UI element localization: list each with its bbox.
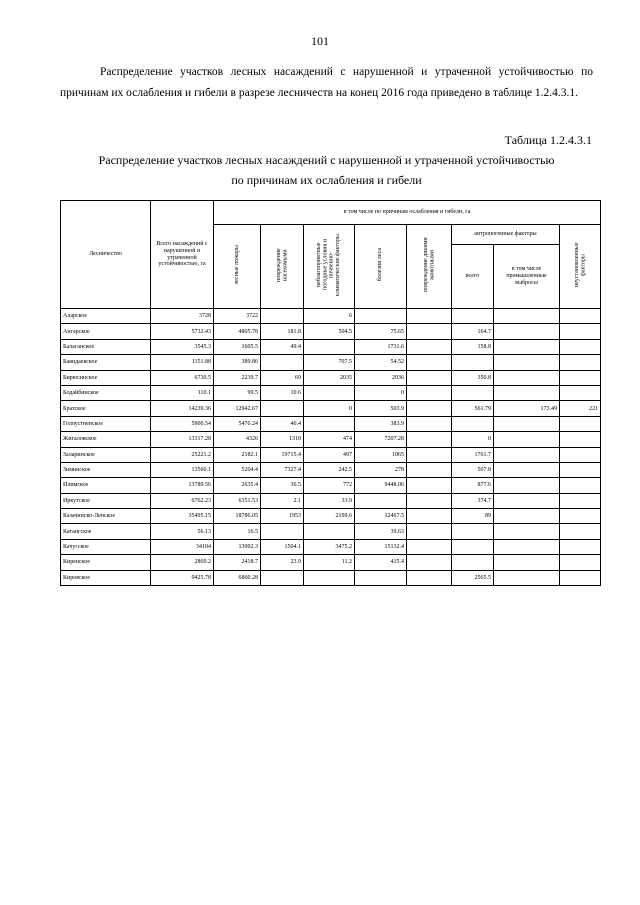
- cell-insects: 1504.1: [261, 539, 304, 554]
- cell-fires: 5470.24: [214, 416, 261, 431]
- cell-disease: 7207.28: [355, 432, 407, 447]
- table-number: Таблица 1.2.4.3.1: [504, 133, 592, 147]
- cell-total: 25221.2: [151, 447, 214, 462]
- table-row: [61, 462, 601, 477]
- cell-anthro-total: 374.7: [452, 493, 494, 508]
- cell-anthro-industrial: [494, 416, 560, 431]
- cell-weather: [304, 570, 355, 585]
- cell-name: Катангское: [61, 524, 151, 539]
- cell-unidentified: [560, 370, 601, 385]
- cell-animals: [407, 416, 452, 431]
- cell-unidentified: [560, 555, 601, 570]
- cell-name: Заларинское: [61, 447, 151, 462]
- cell-anthro-industrial: [494, 539, 560, 554]
- cell-anthro-industrial: [494, 462, 560, 477]
- cell-anthro-total: 0: [452, 432, 494, 447]
- cell-disease: 75.65: [355, 324, 407, 339]
- cell-anthro-total: [452, 355, 494, 370]
- cell-fires: 2635.4: [214, 478, 261, 493]
- cell-total: 35495.15: [151, 509, 214, 524]
- cell-anthro-total: 1761.7: [452, 447, 494, 462]
- cell-insects: 2.1: [261, 493, 304, 508]
- cell-animals: [407, 493, 452, 508]
- cell-total: 13789.56: [151, 478, 214, 493]
- cell-animals: [407, 478, 452, 493]
- cell-unidentified: [560, 324, 601, 339]
- cell-anthro-industrial: [494, 570, 560, 585]
- cell-insects: [261, 309, 304, 324]
- cell-weather: 474: [304, 432, 355, 447]
- cell-fires: 4326: [214, 432, 261, 447]
- cell-name: Иркутское: [61, 493, 151, 508]
- cell-animals: [407, 570, 452, 585]
- cell-disease: 1731.6: [355, 339, 407, 354]
- cell-fires: 1605.5: [214, 339, 261, 354]
- table-row: [61, 493, 601, 508]
- cell-weather: 504.5: [304, 324, 355, 339]
- table-row: [61, 555, 601, 570]
- cell-unidentified: [560, 355, 601, 370]
- header-insects: повреждение насекомыми: [275, 248, 288, 282]
- cell-insects: 19715.4: [261, 447, 304, 462]
- cell-weather: 707.5: [304, 355, 355, 370]
- cell-name: Аларское: [61, 309, 151, 324]
- cell-fires: 2418.7: [214, 555, 261, 570]
- header-fires-cell: [214, 225, 261, 309]
- cell-insects: [261, 401, 304, 416]
- cell-anthro-total: 158.8: [452, 339, 494, 354]
- cell-total: 3728: [151, 309, 214, 324]
- cell-unidentified: [560, 524, 601, 539]
- cell-fires: 16.5: [214, 524, 261, 539]
- cell-anthro-industrial: [494, 370, 560, 385]
- cell-total: 13560.1: [151, 462, 214, 477]
- cell-insects: 10.6: [261, 385, 304, 400]
- cell-animals: [407, 339, 452, 354]
- cell-weather: 33.9: [304, 493, 355, 508]
- cell-fires: 18786.05: [214, 509, 261, 524]
- cell-anthro-industrial: [494, 447, 560, 462]
- cell-total: 1151.88: [151, 355, 214, 370]
- cell-total: 34104: [151, 539, 214, 554]
- cell-name: Бирюсинское: [61, 370, 151, 385]
- cell-name: Баяндаевское: [61, 355, 151, 370]
- cell-fires: 2239.7: [214, 370, 261, 385]
- cell-unidentified: 221: [560, 401, 601, 416]
- cell-disease: [355, 493, 407, 508]
- cell-insects: [261, 355, 304, 370]
- cell-anthro-industrial: [494, 355, 560, 370]
- header-animals-cell: [407, 225, 452, 309]
- cell-name: Кировское: [61, 570, 151, 585]
- cell-unidentified: [560, 509, 601, 524]
- cell-animals: [407, 401, 452, 416]
- cell-insects: 46.4: [261, 416, 304, 431]
- table-row: [61, 355, 601, 370]
- cell-anthro-total: [452, 309, 494, 324]
- caption-line-2: по причинам их ослабления и гибели: [231, 173, 422, 187]
- cell-anthro-industrial: [494, 478, 560, 493]
- cell-animals: [407, 555, 452, 570]
- cell-weather: 0: [304, 401, 355, 416]
- cell-anthro-industrial: [494, 432, 560, 447]
- header-insects-cell: [261, 225, 304, 309]
- cell-disease: 12467.5: [355, 509, 407, 524]
- header-unidentified: неустановленные факторы: [573, 242, 587, 288]
- cell-insects: 181.8: [261, 324, 304, 339]
- cell-name: Голоустненское: [61, 416, 151, 431]
- cell-insects: [261, 570, 304, 585]
- header-anthro-industrial: в том числе промышленные выбросы: [494, 245, 560, 309]
- cell-animals: [407, 447, 452, 462]
- cell-name: Качугское: [61, 539, 151, 554]
- cell-anthro-total: [452, 539, 494, 554]
- cell-anthro-total: [452, 385, 494, 400]
- cell-disease: 383.9: [355, 416, 407, 431]
- cell-unidentified: [560, 493, 601, 508]
- cell-fires: 3722: [214, 309, 261, 324]
- cell-name: Бодайбинское: [61, 385, 151, 400]
- cell-weather: 6: [304, 309, 355, 324]
- cell-weather: 772: [304, 478, 355, 493]
- cell-total: 6730.5: [151, 370, 214, 385]
- cell-weather: 242.5: [304, 462, 355, 477]
- cell-anthro-total: [452, 555, 494, 570]
- header-fires: лесные пожары: [233, 245, 240, 285]
- table-row: [61, 447, 601, 462]
- cell-anthro-industrial: [494, 493, 560, 508]
- cell-insects: 69: [261, 370, 304, 385]
- cell-animals: [407, 370, 452, 385]
- cell-total: 6762.23: [151, 493, 214, 508]
- table-row: [61, 539, 601, 554]
- table-row: [61, 432, 601, 447]
- cell-disease: 503.9: [355, 401, 407, 416]
- cell-disease: 15132.4: [355, 539, 407, 554]
- cell-anthro-total: 877.6: [452, 478, 494, 493]
- cell-unidentified: [560, 385, 601, 400]
- cell-insects: 23.9: [261, 555, 304, 570]
- cell-anthro-total: 561.79: [452, 401, 494, 416]
- table-row: [61, 339, 601, 354]
- header-unidentified-cell: [560, 225, 601, 309]
- cell-disease: [355, 309, 407, 324]
- cell-animals: [407, 539, 452, 554]
- table-row: [61, 478, 601, 493]
- header-weather: неблагоприятные погодные условия и почвенно-климатические факторы: [316, 234, 342, 297]
- cell-name: Илимское: [61, 478, 151, 493]
- cell-total: 3545.3: [151, 339, 214, 354]
- cell-name: Казачинско-Ленское: [61, 509, 151, 524]
- table-body: [61, 309, 601, 586]
- cell-animals: [407, 324, 452, 339]
- header-disease: болезни леса: [377, 248, 384, 282]
- cell-name: Ангарское: [61, 324, 151, 339]
- table-row: [61, 385, 601, 400]
- forest-table: [60, 200, 601, 586]
- cell-anthro-industrial: [494, 509, 560, 524]
- cell-insects: 1953: [261, 509, 304, 524]
- cell-total: 9425.78: [151, 570, 214, 585]
- header-anthro: антропогенные факторы: [452, 225, 560, 245]
- table-row: [61, 509, 601, 524]
- cell-fires: 4805.78: [214, 324, 261, 339]
- cell-anthro-total: 350.8: [452, 370, 494, 385]
- cell-total: 13317.28: [151, 432, 214, 447]
- header-weather-cell: [304, 225, 355, 309]
- cell-anthro-total: 2565.5: [452, 570, 494, 585]
- cell-insects: 36.5: [261, 478, 304, 493]
- cell-weather: 2035: [304, 370, 355, 385]
- cell-weather: 2199.6: [304, 509, 355, 524]
- cell-anthro-industrial: [494, 524, 560, 539]
- cell-weather: [304, 385, 355, 400]
- cell-fires: 99.5: [214, 385, 261, 400]
- table-row: [61, 416, 601, 431]
- cell-disease: 39.63: [355, 524, 407, 539]
- header-anthro-total: всего: [452, 245, 494, 309]
- cell-anthro-industrial: [494, 339, 560, 354]
- cell-total: 5900.54: [151, 416, 214, 431]
- cell-anthro-total: [452, 416, 494, 431]
- header-animals: повреждение дикими животными: [422, 237, 435, 293]
- cell-fires: 389.86: [214, 355, 261, 370]
- table-row: [61, 370, 601, 385]
- table-row: [61, 309, 601, 324]
- cell-animals: [407, 524, 452, 539]
- cell-insects: 7327.4: [261, 462, 304, 477]
- cell-unidentified: [560, 447, 601, 462]
- cell-fires: 6351.53: [214, 493, 261, 508]
- page-number: 101: [311, 34, 329, 48]
- cell-disease: 2036: [355, 370, 407, 385]
- cell-animals: [407, 355, 452, 370]
- table-caption: [60, 150, 593, 190]
- cell-anthro-industrial: [494, 309, 560, 324]
- cell-unidentified: [560, 309, 601, 324]
- cell-fires: 6860.28: [214, 570, 261, 585]
- cell-anthro-industrial: [494, 385, 560, 400]
- table-row: [61, 570, 601, 585]
- cell-name: Киренское: [61, 555, 151, 570]
- cell-unidentified: [560, 570, 601, 585]
- header-lesnichestvo: Лесничество: [61, 201, 151, 309]
- cell-unidentified: [560, 416, 601, 431]
- cell-unidentified: [560, 339, 601, 354]
- cell-anthro-industrial: [494, 555, 560, 570]
- cell-total: 56.13: [151, 524, 214, 539]
- cell-anthro-total: 507.8: [452, 462, 494, 477]
- cell-weather: 11.2: [304, 555, 355, 570]
- cell-fires: 2182.1: [214, 447, 261, 462]
- cell-name: Зиминское: [61, 462, 151, 477]
- cell-animals: [407, 432, 452, 447]
- cell-weather: [304, 524, 355, 539]
- cell-anthro-total: 164.7: [452, 324, 494, 339]
- cell-insects: [261, 524, 304, 539]
- cell-weather: 3475.2: [304, 539, 355, 554]
- cell-animals: [407, 509, 452, 524]
- cell-insects: 1310: [261, 432, 304, 447]
- cell-anthro-industrial: [494, 324, 560, 339]
- table-row: [61, 401, 601, 416]
- cell-disease: 278: [355, 462, 407, 477]
- cell-disease: 415.4: [355, 555, 407, 570]
- table-row: [61, 524, 601, 539]
- cell-total: 5732.43: [151, 324, 214, 339]
- cell-anthro-total: [452, 524, 494, 539]
- cell-animals: [407, 385, 452, 400]
- cell-disease: 1065: [355, 447, 407, 462]
- cell-fires: 12942.67: [214, 401, 261, 416]
- cell-fires: 13992.3: [214, 539, 261, 554]
- cell-total: 110.1: [151, 385, 214, 400]
- cell-disease: 9448.06: [355, 478, 407, 493]
- cell-total: 2869.2: [151, 555, 214, 570]
- cell-unidentified: [560, 462, 601, 477]
- cell-unidentified: [560, 478, 601, 493]
- header-disease-cell: [355, 225, 407, 309]
- intro-paragraph: Распределение участков лесных насаждений с нарушенной и утраченной устойчивостью по причинам их ослабления и гибели в разрезе лесничеств на конец 2016 года приведено в таблице 1.2.4.3.1.: [60, 66, 593, 99]
- cell-fires: 5204.4: [214, 462, 261, 477]
- cell-weather: [304, 339, 355, 354]
- cell-disease: 0: [355, 385, 407, 400]
- cell-unidentified: [560, 432, 601, 447]
- cell-anthro-total: 89: [452, 509, 494, 524]
- cell-unidentified: [560, 539, 601, 554]
- cell-weather: 497: [304, 447, 355, 462]
- cell-disease: [355, 570, 407, 585]
- cell-total: 14239.36: [151, 401, 214, 416]
- cell-animals: [407, 462, 452, 477]
- cell-disease: 54.52: [355, 355, 407, 370]
- cell-name: Балаганское: [61, 339, 151, 354]
- cell-name: Жигаловское: [61, 432, 151, 447]
- cell-anthro-industrial: 173.49: [494, 401, 560, 416]
- table-row: [61, 324, 601, 339]
- header-total: Всего насаждений с нарушенной и утраченной устойчивостью, га: [151, 201, 214, 309]
- cell-name: Братское: [61, 401, 151, 416]
- caption-line-1: Распределение участков лесных насаждений с нарушенной и утраченной устойчивостью: [98, 153, 555, 167]
- cell-weather: [304, 416, 355, 431]
- cell-insects: 49.4: [261, 339, 304, 354]
- header-group: в том числе по причинам ослабления и гибели, га: [214, 201, 601, 225]
- cell-animals: [407, 309, 452, 324]
